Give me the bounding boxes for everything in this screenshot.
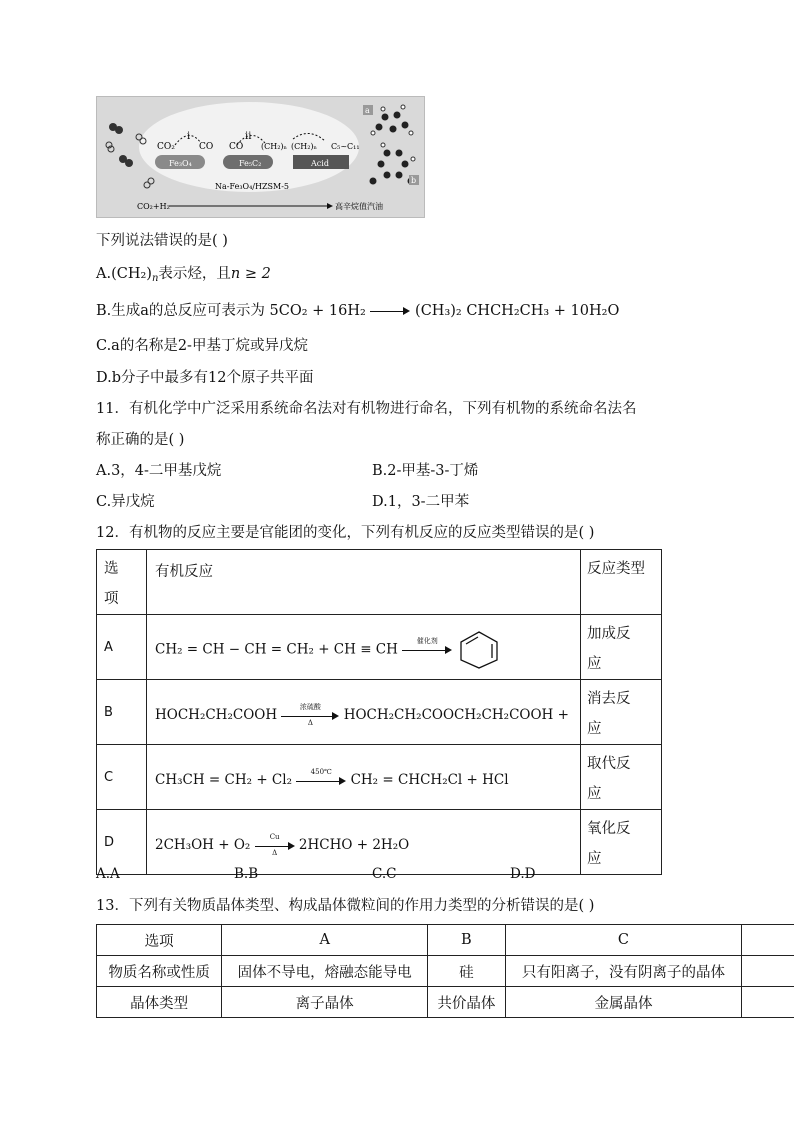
reaction-arrow: $\frac{Cu}{\Delta}$ — [255, 839, 295, 853]
q13-row-property — [97, 956, 794, 987]
q12-answer-d[interactable]: D.D — [510, 866, 536, 882]
molecule-a — [371, 105, 413, 135]
q13-header-row — [97, 925, 794, 956]
reaction-arrow: 浓硫酸 Δ — [281, 709, 339, 723]
table-cell: 固体不导电，熔融态能导电 — [222, 956, 428, 987]
type-cell: 取代反应 — [581, 745, 662, 810]
q12-row-a — [97, 615, 662, 680]
ch2n-label-2: (CH₂)ₙ — [291, 142, 318, 151]
molecule-b-label: b — [411, 176, 417, 185]
reaction-cell: CH₃CH = CH₂ + Cl₂ 450℃ CH₂ = CHCH₂Cl + HCl — [147, 745, 581, 810]
q10-option-c[interactable]: C.a的名称是2-甲基丁烷或异戊烷 — [96, 338, 308, 354]
table-cell: 物质名称或性质 — [97, 956, 222, 987]
table-cell-overflow — [742, 956, 794, 987]
co2-label-1: CO₂ — [157, 142, 175, 152]
q11-stem-line2: 称正确的是( ) — [96, 432, 185, 448]
header-type: 反应类型 — [581, 550, 662, 615]
table-cell: 只有阳离子，没有阴离子的晶体 — [505, 956, 742, 987]
q12-answer-c[interactable]: C.C — [372, 866, 397, 882]
ch2n-label-1: (CH₂)ₙ — [261, 142, 288, 151]
header-option: 选项 — [97, 550, 147, 615]
q12-stem: 12．有机物的反应主要是官能团的变化，下列有机反应的反应类型错误的是( ) — [96, 525, 595, 541]
header-cell: A — [222, 925, 428, 956]
type-cell: 加成反应 — [581, 615, 662, 680]
table-cell: 共价晶体 — [428, 987, 506, 1018]
q13-stem: 13．下列有关物质晶体类型、构成晶体微粒间的作用力类型的分析错误的是( ) — [96, 898, 595, 914]
molecule-b — [370, 143, 416, 185]
feed-label: CO₂+H₂ — [137, 202, 170, 211]
q10-option-a[interactable]: $A.(CH_2)_n$表示烃，且n ≥ 2 — [96, 266, 271, 284]
option-cell: B — [97, 680, 147, 745]
q11-option-a[interactable]: A.3，4-二甲基戊烷 — [96, 463, 222, 479]
q12-table — [96, 549, 662, 875]
q12-header-row — [97, 550, 662, 615]
header-cell: C — [505, 925, 742, 956]
reaction-cell: HOCH₂CH₂COOH 浓硫酸 Δ HOCH₂CH₂COOCH₂CH₂COOH + — [147, 680, 581, 745]
option-cell: C — [97, 745, 147, 810]
q13-table — [96, 924, 794, 1018]
header-reaction: 有机反应 — [147, 550, 581, 615]
q11-option-c[interactable]: C.异戊烷 — [96, 494, 155, 510]
option-cell: A — [97, 615, 147, 680]
table-cell: 晶体类型 — [97, 987, 222, 1018]
co-label-2: CO — [229, 142, 244, 152]
q11-option-d[interactable]: D.1，3-二甲苯 — [372, 494, 470, 510]
q12-row-b — [97, 680, 662, 745]
q11-option-b[interactable]: B.2-甲基-3-丁烯 — [372, 463, 479, 479]
header-cell: B — [428, 925, 506, 956]
q10-option-b[interactable]: B.生成a的总反应可表示为 5CO₂ + 16H₂ (CH₃)₂ CHCH₂CH₃ + 10H₂O — [96, 303, 620, 319]
q12-row-d — [97, 810, 662, 875]
step-ii-label: ii — [245, 131, 252, 142]
c5-c11-label: C₅~C₁₁ — [331, 142, 360, 151]
reaction-arrow — [370, 304, 410, 318]
catalyst-acid: Acid — [311, 159, 329, 168]
table-cell-overflow — [742, 987, 794, 1018]
option-cell: D — [97, 810, 147, 875]
cyclohexadiene-structure — [457, 630, 501, 670]
co-label-1: CO — [199, 142, 214, 152]
q10-option-d[interactable]: D.b分子中最多有12个原子共平面 — [96, 370, 314, 386]
catalyst-fe5c2: Fe₅C₂ — [239, 159, 262, 168]
table-cell: 离子晶体 — [222, 987, 428, 1018]
reaction-cell: CH₂ = CH − CH = CH₂ + CH ≡ CH 催化剂 — [147, 615, 581, 680]
q12-row-c — [97, 745, 662, 810]
type-cell: 氧化反应 — [581, 810, 662, 875]
catalyst-fe3o4: Fe₃O₄ — [169, 159, 192, 168]
reaction-scheme-figure — [96, 96, 425, 218]
reaction-arrow: 催化剂 — [402, 643, 452, 657]
q13-row-crystal-type — [97, 987, 794, 1018]
header-cell: 选项 — [97, 925, 222, 956]
type-cell: 消去反应 — [581, 680, 662, 745]
catalyst-name: Na-Fe₃O₄/HZSM-5 — [215, 182, 289, 191]
product-label: 高辛烷值汽油 — [335, 202, 383, 211]
q10-prompt: 下列说法错误的是( ) — [96, 233, 228, 249]
q12-answer-b[interactable]: B.B — [234, 866, 259, 882]
q12-answer-a[interactable]: A.A — [96, 866, 120, 882]
step-i-label: i — [187, 131, 191, 142]
reaction-cell: 2CH₃OH + O₂ $\frac{Cu}{\Delta}$ 2HCHO + 2H₂O — [147, 810, 581, 875]
molecule-a-label: a — [365, 106, 370, 115]
table-cell: 金属晶体 — [505, 987, 742, 1018]
table-cell: 硅 — [428, 956, 506, 987]
reaction-arrow: 450℃ — [296, 774, 346, 788]
q11-stem-line1: 11．有机化学中广泛采用系统命名法对有机物进行命名，下列有机物的系统命名法名 — [96, 401, 637, 417]
header-cell-overflow — [742, 925, 794, 956]
scheme-svg — [97, 97, 424, 217]
